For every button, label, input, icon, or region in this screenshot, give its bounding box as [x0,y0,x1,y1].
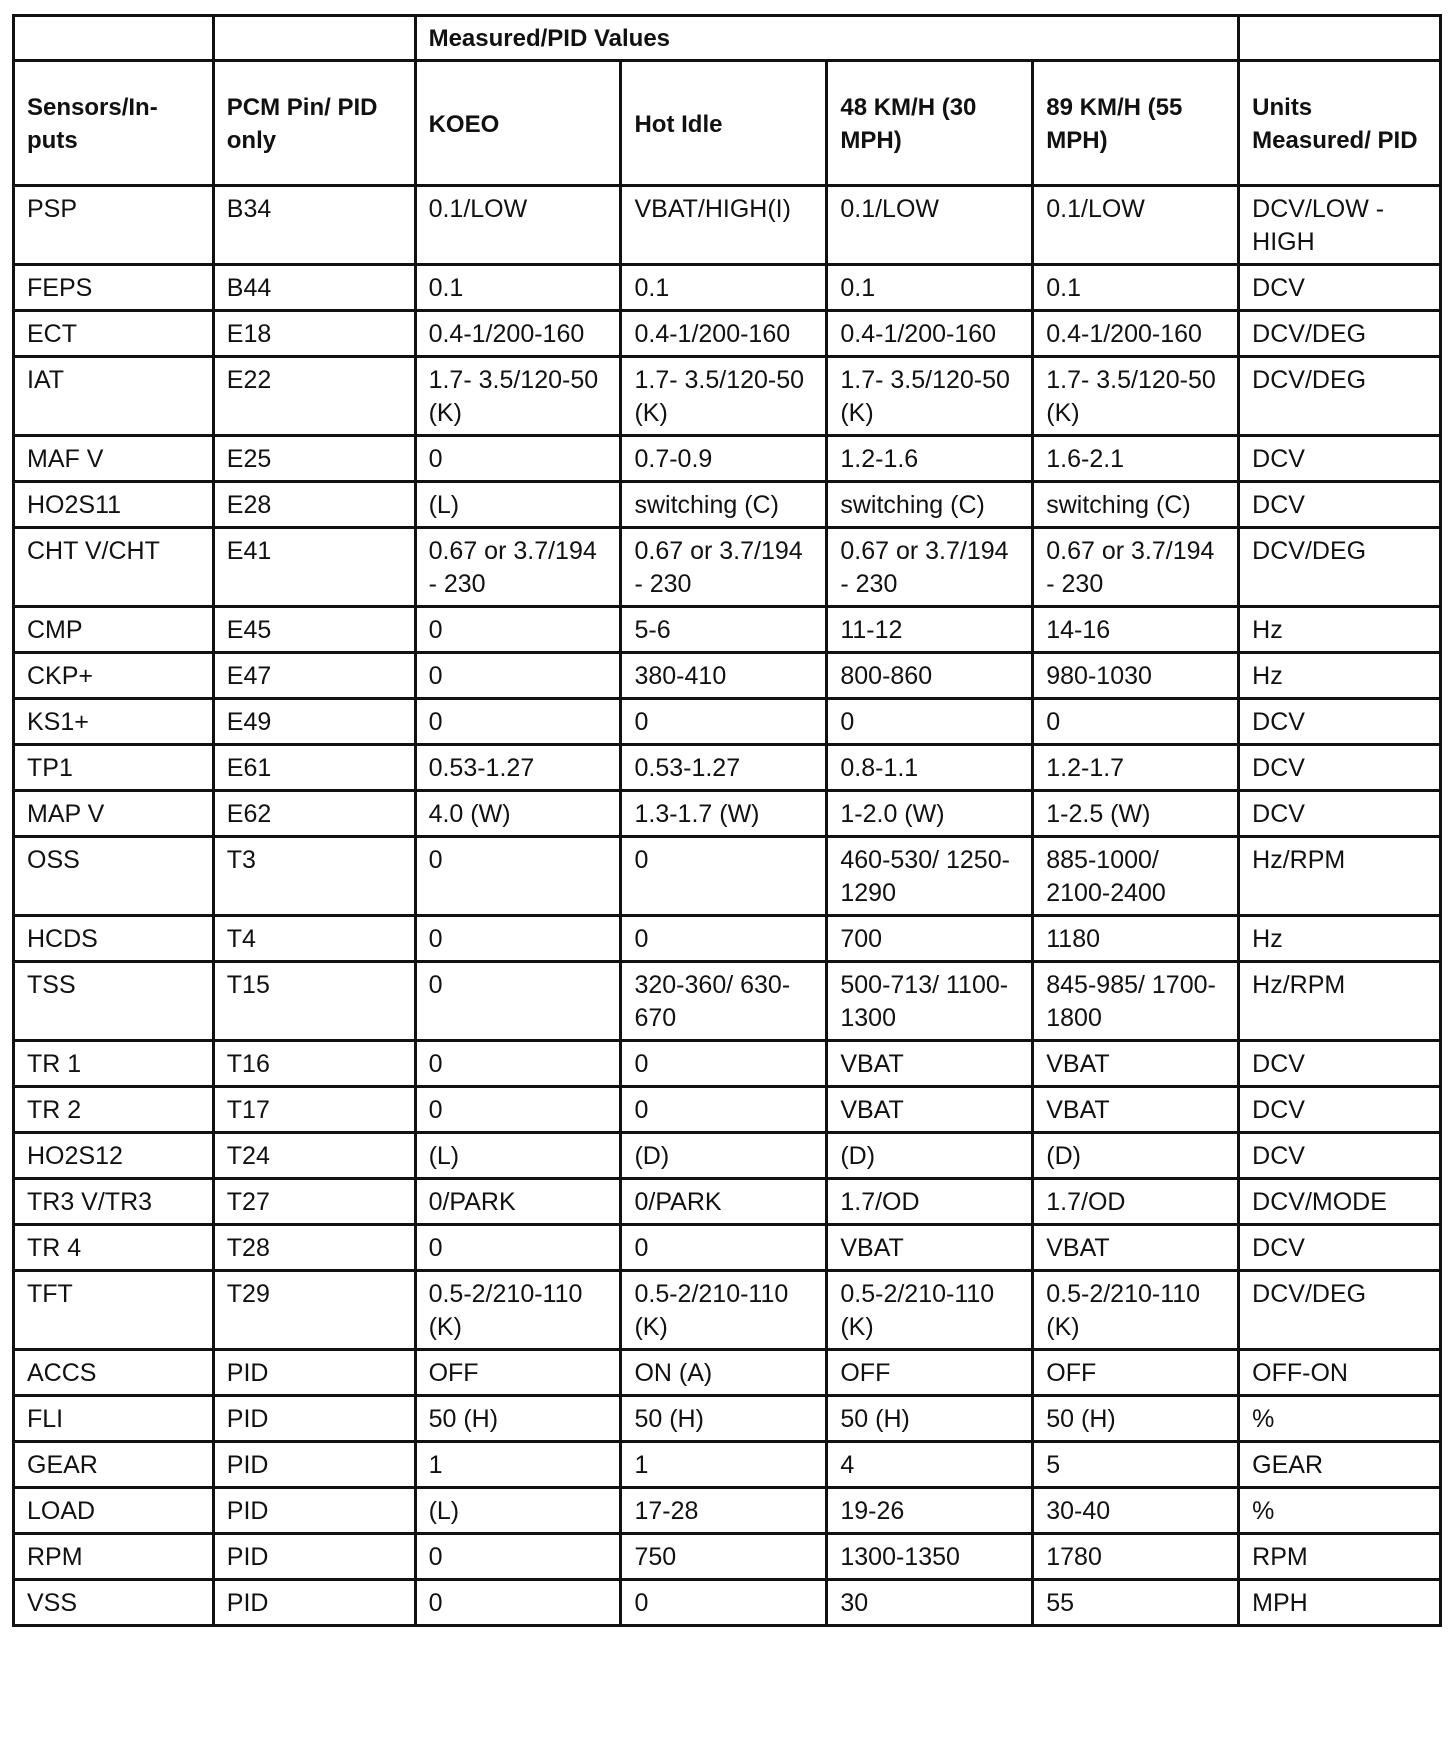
units-cell: RPM [1239,1534,1441,1580]
pin-cell: T16 [213,1041,415,1087]
speed-89-value: VBAT [1033,1087,1239,1133]
speed-89-value: 885-1000/ 2100-2400 [1033,837,1239,916]
koeo-value: 0.67 or 3.7/194 - 230 [415,528,621,607]
pin-cell: E18 [213,311,415,357]
speed-48-value: switching (C) [827,482,1033,528]
units-cell: DCV/DEG [1239,311,1441,357]
units-cell: MPH [1239,1580,1441,1626]
units-cell: DCV/LOW -HIGH [1239,186,1441,265]
table-row [14,482,1441,528]
sensor-cell: OSS [14,837,214,916]
pin-cell: E47 [213,653,415,699]
table-row [14,837,1441,916]
pin-cell: B34 [213,186,415,265]
speed-89-value: 0.1/LOW [1033,186,1239,265]
sensor-cell: LOAD [14,1488,214,1534]
koeo-value: 0 [415,607,621,653]
speed-48-value: 0.5-2/210-110 (K) [827,1271,1033,1350]
koeo-value: 0 [415,1580,621,1626]
table-row [14,653,1441,699]
table-row [14,1534,1441,1580]
hot-idle-value: 5-6 [621,607,827,653]
sensor-cell: RPM [14,1534,214,1580]
units-cell: DCV [1239,1133,1441,1179]
pin-cell: T4 [213,916,415,962]
header-koeo: KOEO [415,61,621,186]
header-hot-idle: Hot Idle [621,61,827,186]
header-48kmh: 48 KM/H (30 MPH) [827,61,1033,186]
table-row [14,265,1441,311]
speed-48-value: 19-26 [827,1488,1033,1534]
speed-48-value: 0.1 [827,265,1033,311]
blank-header-cell [213,16,415,61]
speed-89-value: 1.2-1.7 [1033,745,1239,791]
speed-48-value: 0 [827,699,1033,745]
speed-48-value: 700 [827,916,1033,962]
koeo-value: 50 (H) [415,1396,621,1442]
speed-89-value: 50 (H) [1033,1396,1239,1442]
speed-48-value: 0.1/LOW [827,186,1033,265]
speed-48-value: (D) [827,1133,1033,1179]
sensor-cell: GEAR [14,1442,214,1488]
group-header-row [14,16,1441,61]
table-row [14,311,1441,357]
speed-89-value: 0.4-1/200-160 [1033,311,1239,357]
sensor-cell: HCDS [14,916,214,962]
units-cell: DCV [1239,699,1441,745]
sensor-cell: TR3 V/TR3 [14,1179,214,1225]
table-row [14,1350,1441,1396]
pin-cell: PID [213,1396,415,1442]
speed-48-value: VBAT [827,1087,1033,1133]
hot-idle-value: 0.7-0.9 [621,436,827,482]
table-row [14,607,1441,653]
pin-cell: PID [213,1580,415,1626]
table-row [14,436,1441,482]
speed-48-value: 1.2-1.6 [827,436,1033,482]
speed-89-value: VBAT [1033,1041,1239,1087]
units-cell: DCV/DEG [1239,357,1441,436]
hot-idle-value: 320-360/ 630-670 [621,962,827,1041]
speed-89-value: 980-1030 [1033,653,1239,699]
speed-48-value: VBAT [827,1225,1033,1271]
koeo-value: 0 [415,1534,621,1580]
pin-cell: E45 [213,607,415,653]
hot-idle-value: 0 [621,1041,827,1087]
sensor-cell: TP1 [14,745,214,791]
header-sensor: Sensors/In- puts [14,61,214,186]
speed-89-value: 0.5-2/210-110 (K) [1033,1271,1239,1350]
koeo-value: 0.5-2/210-110 (K) [415,1271,621,1350]
sensor-cell: HO2S12 [14,1133,214,1179]
table-row [14,1580,1441,1626]
table-row [14,1179,1441,1225]
blank-header-cell [14,16,214,61]
koeo-value: 0.4-1/200-160 [415,311,621,357]
speed-48-value: 0.8-1.1 [827,745,1033,791]
table-row [14,1087,1441,1133]
table-row [14,1271,1441,1350]
sensor-cell: TR 2 [14,1087,214,1133]
hot-idle-value: 0 [621,699,827,745]
table-body [14,186,1441,1626]
speed-48-value: 500-713/ 1100-1300 [827,962,1033,1041]
blank-header-cell [1239,16,1441,61]
hot-idle-value: 17-28 [621,1488,827,1534]
sensor-cell: TSS [14,962,214,1041]
speed-48-value: 0.4-1/200-160 [827,311,1033,357]
pin-cell: B44 [213,265,415,311]
hot-idle-value: 0 [621,837,827,916]
pin-cell: T29 [213,1271,415,1350]
units-cell: % [1239,1488,1441,1534]
koeo-value: 1.7- 3.5/120-50 (K) [415,357,621,436]
speed-89-value: 1.6-2.1 [1033,436,1239,482]
hot-idle-value: 380-410 [621,653,827,699]
units-cell: DCV [1239,1225,1441,1271]
pin-cell: T27 [213,1179,415,1225]
speed-89-value: 1180 [1033,916,1239,962]
speed-48-value: 1.7- 3.5/120-50 (K) [827,357,1033,436]
speed-48-value: 0.67 or 3.7/194 - 230 [827,528,1033,607]
hot-idle-value: 0 [621,1225,827,1271]
speed-89-value: 0 [1033,699,1239,745]
speed-89-value: 0.67 or 3.7/194 - 230 [1033,528,1239,607]
speed-89-value: 14-16 [1033,607,1239,653]
table-row [14,962,1441,1041]
table-row [14,1133,1441,1179]
speed-48-value: 1-2.0 (W) [827,791,1033,837]
koeo-value: 0 [415,1087,621,1133]
hot-idle-value: 1 [621,1442,827,1488]
hot-idle-value: 1.7- 3.5/120-50 (K) [621,357,827,436]
sensor-cell: HO2S11 [14,482,214,528]
hot-idle-value: 0.5-2/210-110 (K) [621,1271,827,1350]
speed-89-value: 1.7/OD [1033,1179,1239,1225]
sensor-cell: FEPS [14,265,214,311]
hot-idle-value: 0 [621,916,827,962]
sensor-cell: MAP V [14,791,214,837]
pin-cell: E22 [213,357,415,436]
koeo-value: (L) [415,1488,621,1534]
sensor-cell: IAT [14,357,214,436]
units-cell: DCV [1239,791,1441,837]
sensor-cell: CKP+ [14,653,214,699]
hot-idle-value: 750 [621,1534,827,1580]
speed-89-value: 30-40 [1033,1488,1239,1534]
speed-48-value: 30 [827,1580,1033,1626]
speed-48-value: VBAT [827,1041,1033,1087]
sensor-cell: ACCS [14,1350,214,1396]
table-row [14,1442,1441,1488]
units-cell: % [1239,1396,1441,1442]
pin-cell: PID [213,1534,415,1580]
table-row [14,791,1441,837]
speed-89-value: OFF [1033,1350,1239,1396]
speed-48-value: 1300-1350 [827,1534,1033,1580]
pin-cell: PID [213,1488,415,1534]
units-cell: DCV [1239,745,1441,791]
header-89kmh: 89 KM/H (55 MPH) [1033,61,1239,186]
speed-89-value: 1780 [1033,1534,1239,1580]
units-cell: DCV [1239,265,1441,311]
pin-cell: E62 [213,791,415,837]
speed-48-value: 11-12 [827,607,1033,653]
table-row [14,699,1441,745]
hot-idle-value: 0 [621,1580,827,1626]
speed-89-value: 0.1 [1033,265,1239,311]
pin-cell: PID [213,1350,415,1396]
sensor-cell: CHT V/CHT [14,528,214,607]
units-cell: GEAR [1239,1442,1441,1488]
hot-idle-value: 1.3-1.7 (W) [621,791,827,837]
pin-cell: T3 [213,837,415,916]
units-cell: DCV [1239,1041,1441,1087]
units-cell: Hz [1239,653,1441,699]
hot-idle-value: 0 [621,1087,827,1133]
table-row [14,528,1441,607]
pin-cell: PID [213,1442,415,1488]
sensor-cell: TFT [14,1271,214,1350]
units-cell: OFF-ON [1239,1350,1441,1396]
koeo-value: 0 [415,653,621,699]
koeo-value: 0 [415,1041,621,1087]
header-units: Units Measured/ PID [1239,61,1441,186]
hot-idle-value: 0.1 [621,265,827,311]
koeo-value: 0 [415,699,621,745]
units-cell: DCV/DEG [1239,1271,1441,1350]
hot-idle-value: 50 (H) [621,1396,827,1442]
pin-cell: E49 [213,699,415,745]
sensor-cell: CMP [14,607,214,653]
column-header-row [14,61,1441,186]
speed-89-value: 55 [1033,1580,1239,1626]
sensor-cell: TR 1 [14,1041,214,1087]
speed-48-value: OFF [827,1350,1033,1396]
hot-idle-value: 0.53-1.27 [621,745,827,791]
units-cell: DCV/MODE [1239,1179,1441,1225]
hot-idle-value: 0/PARK [621,1179,827,1225]
units-cell: DCV/DEG [1239,528,1441,607]
koeo-value: 4.0 (W) [415,791,621,837]
pin-cell: E41 [213,528,415,607]
koeo-value: 0.1/LOW [415,186,621,265]
table-row [14,1396,1441,1442]
koeo-value: OFF [415,1350,621,1396]
header-pin: PCM Pin/ PID only [213,61,415,186]
speed-48-value: 800-860 [827,653,1033,699]
koeo-value: 0.53-1.27 [415,745,621,791]
sensor-cell: MAF V [14,436,214,482]
sensor-cell: ECT [14,311,214,357]
speed-89-value: (D) [1033,1133,1239,1179]
hot-idle-value: VBAT/HIGH(I) [621,186,827,265]
koeo-value: 0 [415,436,621,482]
speed-89-value: 5 [1033,1442,1239,1488]
hot-idle-value: ON (A) [621,1350,827,1396]
pin-cell: T24 [213,1133,415,1179]
table-row [14,745,1441,791]
koeo-value: (L) [415,482,621,528]
sensor-cell: PSP [14,186,214,265]
speed-48-value: 460-530/ 1250-1290 [827,837,1033,916]
units-cell: Hz/RPM [1239,837,1441,916]
speed-89-value: 1.7- 3.5/120-50 (K) [1033,357,1239,436]
table-row [14,186,1441,265]
units-cell: DCV [1239,1087,1441,1133]
koeo-value: 1 [415,1442,621,1488]
speed-89-value: 1-2.5 (W) [1033,791,1239,837]
pin-cell: T28 [213,1225,415,1271]
sensor-cell: TR 4 [14,1225,214,1271]
koeo-value: (L) [415,1133,621,1179]
koeo-value: 0.1 [415,265,621,311]
koeo-value: 0 [415,837,621,916]
units-cell: DCV [1239,482,1441,528]
hot-idle-value: (D) [621,1133,827,1179]
pin-cell: E28 [213,482,415,528]
units-cell: Hz [1239,916,1441,962]
hot-idle-value: 0.4-1/200-160 [621,311,827,357]
table-row [14,357,1441,436]
table-row [14,1225,1441,1271]
hot-idle-value: switching (C) [621,482,827,528]
speed-89-value: 845-985/ 1700-1800 [1033,962,1239,1041]
units-cell: Hz/RPM [1239,962,1441,1041]
measured-values-header: Measured/PID Values [415,16,1239,61]
speed-48-value: 50 (H) [827,1396,1033,1442]
units-cell: DCV [1239,436,1441,482]
koeo-value: 0 [415,916,621,962]
sensor-cell: FLI [14,1396,214,1442]
table-row [14,916,1441,962]
pin-cell: T15 [213,962,415,1041]
hot-idle-value: 0.67 or 3.7/194 - 230 [621,528,827,607]
koeo-value: 0 [415,962,621,1041]
speed-48-value: 4 [827,1442,1033,1488]
koeo-value: 0 [415,1225,621,1271]
sensor-cell: VSS [14,1580,214,1626]
speed-48-value: 1.7/OD [827,1179,1033,1225]
sensor-cell: KS1+ [14,699,214,745]
pid-values-table [12,14,1442,1627]
pin-cell: E61 [213,745,415,791]
speed-89-value: switching (C) [1033,482,1239,528]
units-cell: Hz [1239,607,1441,653]
koeo-value: 0/PARK [415,1179,621,1225]
table-row [14,1041,1441,1087]
pin-cell: T17 [213,1087,415,1133]
pin-cell: E25 [213,436,415,482]
speed-89-value: VBAT [1033,1225,1239,1271]
table-row [14,1488,1441,1534]
